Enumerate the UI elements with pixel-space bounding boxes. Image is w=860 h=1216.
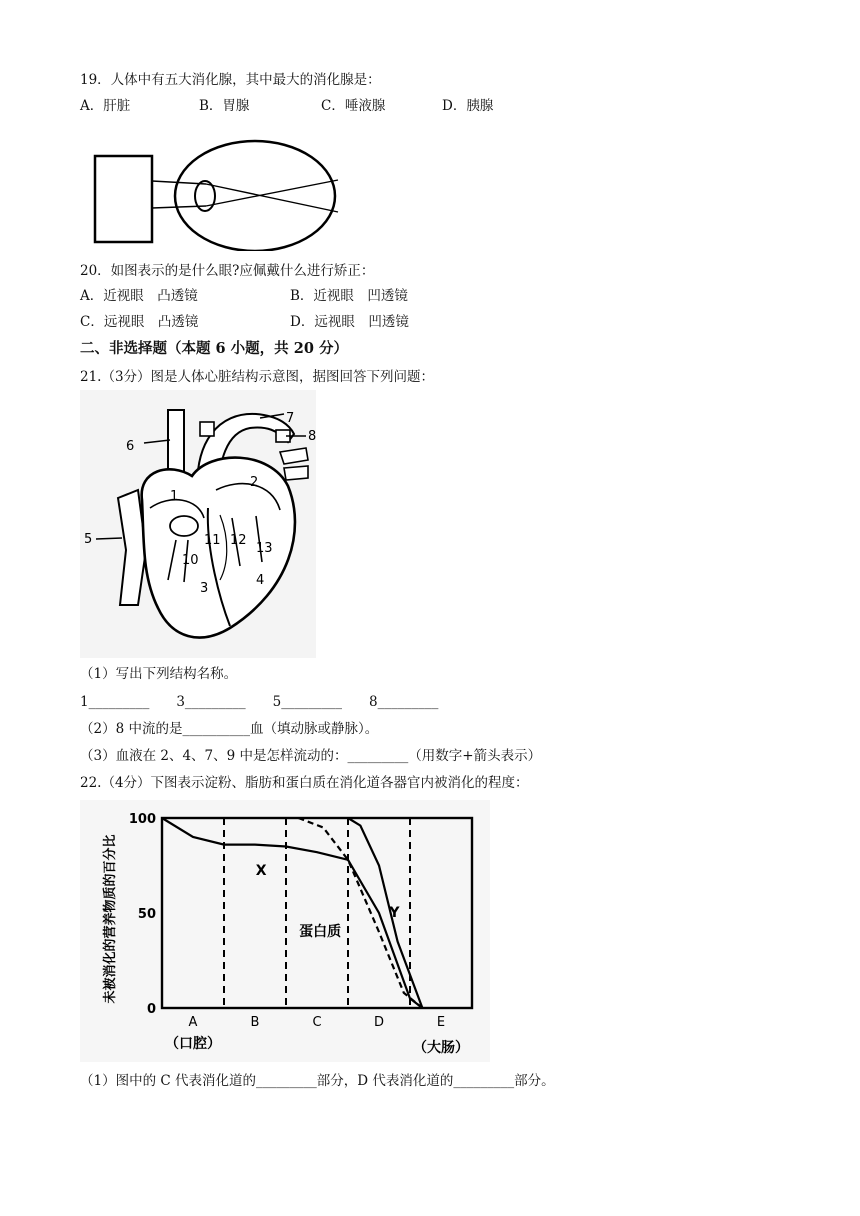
heart-label-12: 12 xyxy=(230,533,247,548)
q19-option-a: A．肝脏 xyxy=(80,98,131,114)
q19-options xyxy=(80,97,780,115)
y-tick-label: 100 xyxy=(128,812,156,827)
region-label-E: E xyxy=(436,1015,446,1030)
q21-sub1: （1）写出下列结构名称。 xyxy=(80,666,238,682)
q20-option-a: A．近视眼 凸透镜 xyxy=(80,288,198,304)
q20-option-b: B．近视眼 凹透镜 xyxy=(290,288,408,304)
heart-label-7: 7 xyxy=(286,411,295,426)
q19-option-d: D．胰腺 xyxy=(442,98,494,114)
q20-option-d: D．远视眼 凹透镜 xyxy=(290,314,409,330)
q19-stem: 19．人体中有五大消化腺，其中最大的消化腺是： xyxy=(80,72,381,88)
y-tick-label: 0 xyxy=(146,1002,156,1017)
q22-sub1: （1）图中的 C 代表消化道的_________部分，D 代表消化道的_________部分。 xyxy=(80,1073,555,1089)
heart-label-6: 6 xyxy=(126,439,135,454)
q20-option-c: C．远视眼 凸透镜 xyxy=(80,314,199,330)
object-box xyxy=(95,156,152,242)
y-axis-label: 未被消化的营养物质的百分比 xyxy=(103,834,118,1004)
region-label-B: B xyxy=(250,1015,260,1030)
q19-option-c: C．唾液腺 xyxy=(321,98,386,114)
heart-label-10: 10 xyxy=(182,553,199,568)
region-label-C: C xyxy=(312,1015,322,1030)
eye-diagram xyxy=(80,126,360,251)
heart-label-13: 13 xyxy=(256,541,273,556)
section-heading: 二、非选择题（本题 6 小题，共 20 分） xyxy=(80,340,348,357)
digestion-chart xyxy=(80,800,490,1062)
q21-stem: 21.（3分）图是人体心脏结构示意图，据图回答下列问题： xyxy=(80,369,435,385)
series-label-y: Y xyxy=(389,904,400,921)
heart-label-2: 2 xyxy=(250,475,259,490)
q20-options-row1 xyxy=(80,287,780,305)
heart-label-8: 8 xyxy=(308,429,316,444)
heart-label-11: 11 xyxy=(204,533,221,548)
heart-label-5: 5 xyxy=(84,532,93,547)
q20-stem: 20．如图表示的是什么眼?应佩戴什么进行矫正： xyxy=(80,263,375,279)
region-note-large-intestine: （大肠） xyxy=(413,1040,469,1056)
q21-blanks: 1_________ 3_________ 5_________ 8_________ xyxy=(80,694,439,710)
q20-options-row2 xyxy=(80,313,780,331)
heart-label-4: 4 xyxy=(256,573,265,588)
q19-option-b: B．胃腺 xyxy=(199,98,250,114)
q21-sub2: （2）8 中流的是__________血（填动脉或静脉）。 xyxy=(80,721,379,737)
q21-sub3: （3）血液在 2、4、7、9 中是怎样流动的：_________（用数字+箭头表示） xyxy=(80,748,542,764)
region-label-A: A xyxy=(188,1015,198,1030)
series-label-protein: 蛋白质 xyxy=(299,923,342,940)
region-note-mouth: （口腔） xyxy=(165,1036,221,1052)
heart-label-1: 1 xyxy=(170,489,179,504)
region-label-D: D xyxy=(373,1015,385,1030)
y-tick-label: 50 xyxy=(137,907,156,922)
q22-stem: 22.（4分）下图表示淀粉、脂肪和蛋白质在消化道各器官内被消化的程度： xyxy=(80,775,529,791)
series-label-x: X xyxy=(255,863,267,879)
heart-label-3: 3 xyxy=(200,581,209,596)
heart-diagram xyxy=(80,390,316,658)
